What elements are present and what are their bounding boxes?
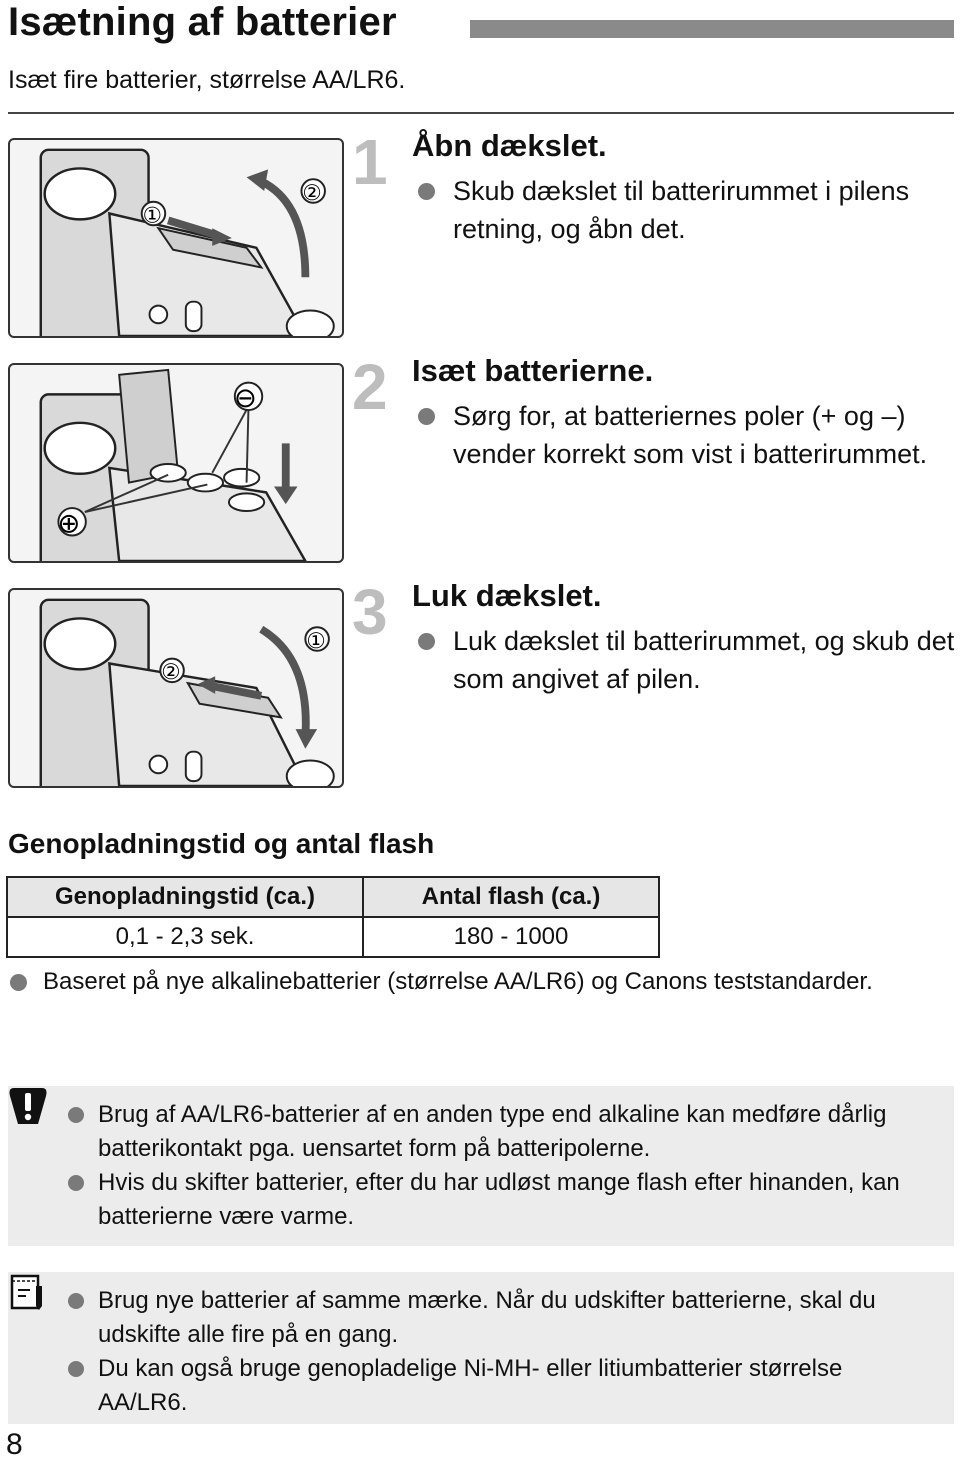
step-3-number: 3 [352,576,388,648]
step-2-bullet: Sørg for, at batteriernes poler (+ og –) vender korrekt som vist i batterirummet. [418,397,958,473]
step-1-illustration [8,138,344,338]
flash-insert-batteries-drawing [10,365,342,561]
header-divider [8,112,954,114]
bullet-icon [68,1175,84,1191]
step-2-label-plus: ⊕ [57,508,81,540]
step-1-bullet: Skub dækslet til batterirummet i pilens retning, og åbn det. [418,172,958,248]
step-2-number: 2 [352,351,388,423]
bullet-icon [418,633,435,650]
flash-open-cover-drawing [10,140,342,336]
list-item: Brug nye batterier af samme mærke. Når du udskifter batterierne, skal du udskifte alle fire på en gang. [68,1284,926,1352]
table-cell: 180 - 1000 [363,917,659,957]
page-number: 8 [6,1428,23,1461]
bullet-icon [418,408,435,425]
bullet-icon [68,1107,84,1123]
bullet-icon [68,1293,84,1309]
step-2-label-minus: ⊖ [233,383,257,415]
page-title: Isætning af batterier [8,0,397,44]
title-decoration-bar [470,20,954,38]
step-3-bullet: Luk dækslet til batterirummet, og skub det som angivet af pilen. [418,622,958,698]
caution-list [68,1098,926,1234]
intro-text: Isæt fire batterier, størrelse AA/LR6. [8,66,406,94]
recharge-note: Baseret på nye alkalinebatterier (størrelse AA/LR6) og Canons teststandarder. [10,968,873,996]
list-item: Hvis du skifter batterier, efter du har udløst mange flash efter hinanden, kan batterierne være varme. [68,1166,926,1234]
table-cell: 0,1 - 2,3 sek. [7,917,363,957]
step-2-illustration [8,363,344,563]
step-1-label-b: ② [302,180,322,206]
flash-close-cover-drawing [10,590,342,786]
step-2-heading: Isæt batterierne. [412,353,654,388]
step-3-illustration [8,588,344,788]
bullet-icon [418,183,435,200]
table-row [7,917,659,957]
caution-icon [8,1086,48,1126]
bullet-icon [68,1361,84,1377]
list-item: Brug af AA/LR6-batterier af en anden type end alkaline kan medføre dårlig batterikontakt pga. uensartet form på batteripolerne. [68,1098,926,1166]
caution-box [8,1086,954,1246]
bullet-icon [10,974,27,991]
step-3-label-a: ① [306,628,326,654]
memo-box [8,1272,954,1424]
memo-list [68,1284,926,1420]
step-3-label-b: ② [161,660,181,686]
list-item: Du kan også bruge genopladelige Ni-MH- eller litiumbatterier størrelse AA/LR6. [68,1352,926,1420]
recharge-table [6,876,660,958]
step-1-number: 1 [352,126,388,198]
memo-icon [8,1272,48,1312]
step-3-heading: Luk dækslet. [412,578,602,613]
recharge-section-title: Genopladningstid og antal flash [8,828,435,859]
table-header-row [7,877,659,917]
step-1-body [418,172,958,248]
step-1-heading: Åbn dækslet. [412,128,607,163]
step-1-label-a: ① [142,203,163,229]
step-3-body [418,622,958,698]
table-header-cell: Genopladningstid (ca.) [7,877,363,917]
step-2-body [418,397,958,473]
table-header-cell: Antal flash (ca.) [363,877,659,917]
